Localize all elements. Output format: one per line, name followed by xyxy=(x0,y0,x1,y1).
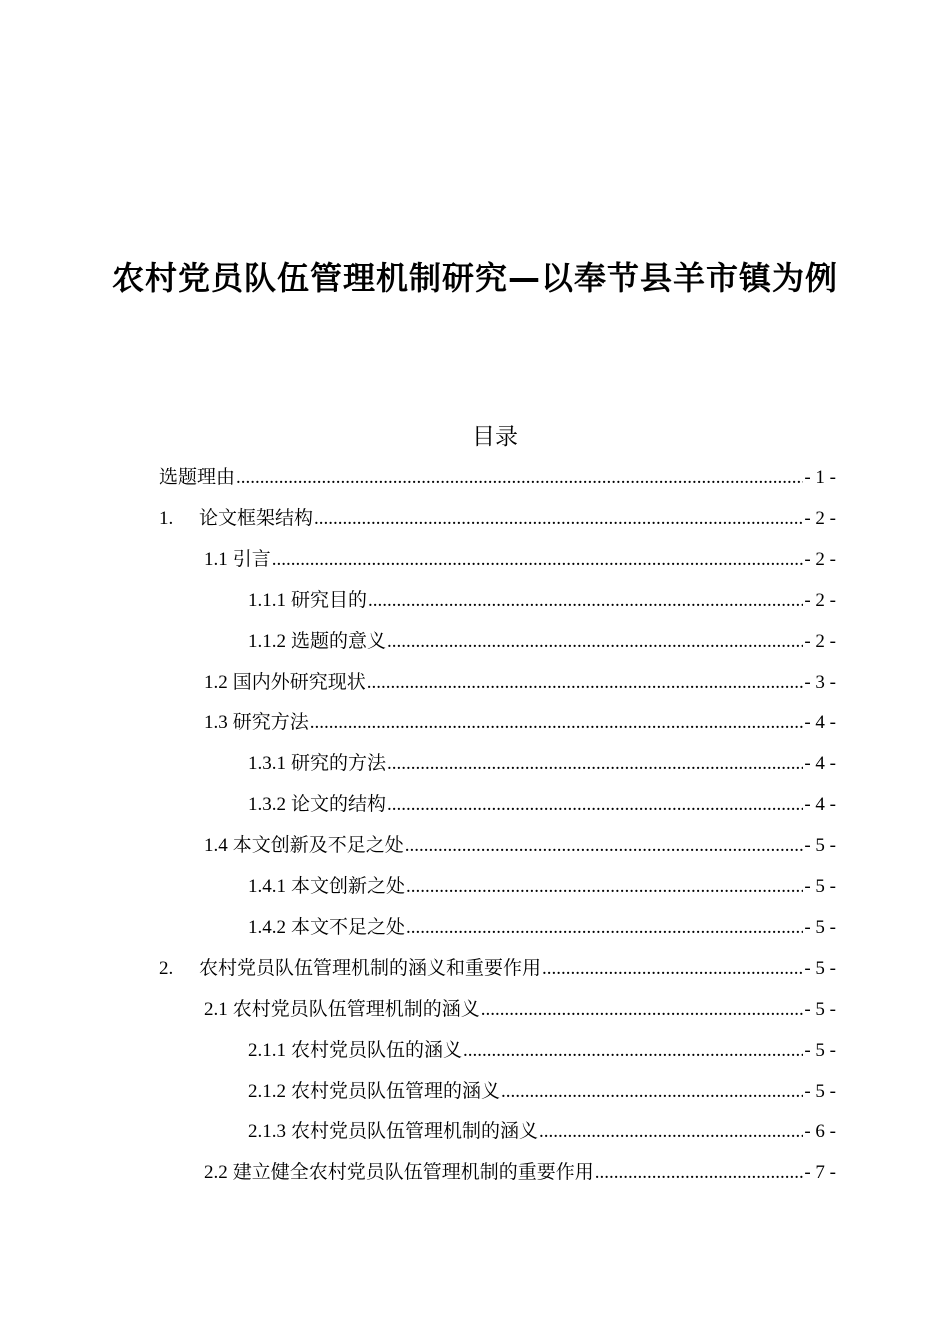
toc-entry[interactable] xyxy=(248,1071,836,1105)
toc-entry-text: 农村党员队伍管理机制的涵义和重要作用 xyxy=(199,957,542,979)
toc-entry[interactable] xyxy=(248,743,836,777)
toc-entry[interactable] xyxy=(159,457,836,491)
toc-dot-leader xyxy=(406,874,803,900)
toc-entry-number: 2.2 xyxy=(204,1162,228,1184)
toc-dot-leader xyxy=(367,670,804,696)
toc-entry[interactable] xyxy=(248,580,836,614)
toc-entry[interactable] xyxy=(159,948,836,982)
toc-dot-leader xyxy=(387,751,803,777)
toc-entry-page: - 2 - xyxy=(804,589,836,611)
toc-entry-text: 论文框架结构 xyxy=(199,507,314,529)
toc-entry[interactable] xyxy=(204,1152,836,1186)
toc-entry-text: 本文创新及不足之处 xyxy=(232,835,404,857)
toc-entry-page: - 3 - xyxy=(804,671,836,693)
toc-entry-number: 1.4.1 xyxy=(248,876,286,897)
toc-entry-number: 2. xyxy=(159,957,174,979)
toc-entry-text: 农村党员队伍管理的涵义 xyxy=(291,1080,501,1102)
toc-entry-text: 农村党员队伍管理机制的涵义 xyxy=(232,998,480,1020)
toc-dot-leader xyxy=(405,833,804,859)
toc-entry-page: - 4 - xyxy=(804,794,836,816)
toc-entry-text: 引言 xyxy=(232,548,271,570)
toc-entry-page: - 5 - xyxy=(804,876,836,897)
toc-entry[interactable] xyxy=(204,662,836,696)
toc-entry-page: - 6 - xyxy=(804,1121,836,1143)
toc-entry-number: 1. xyxy=(159,507,174,529)
toc-entry-number: 1.4.2 xyxy=(248,916,286,938)
toc-entry-text: 研究的方法 xyxy=(291,753,387,775)
toc-entry-number: 1.3 xyxy=(204,712,228,734)
toc-entry-page: - 5 - xyxy=(804,916,836,938)
toc-entry-page: - 5 - xyxy=(804,835,836,857)
toc-entry[interactable] xyxy=(204,702,836,736)
toc-dot-leader xyxy=(387,792,803,818)
toc-entry-text: 本文创新之处 xyxy=(291,876,406,897)
toc-entry-text: 建立健全农村党员队伍管理机制的重要作用 xyxy=(232,1162,594,1184)
toc-entry-text: 国内外研究现状 xyxy=(232,671,366,693)
toc-dot-leader xyxy=(463,1038,803,1064)
toc-entry-page: - 2 - xyxy=(804,630,836,652)
toc-entry[interactable] xyxy=(248,907,836,941)
toc-entry-text: 研究目的 xyxy=(291,589,368,611)
toc-entry[interactable] xyxy=(204,825,836,859)
toc-entry-page: - 2 - xyxy=(804,548,836,570)
toc-dot-leader xyxy=(539,1119,803,1145)
toc-entry[interactable] xyxy=(204,989,836,1023)
toc-dot-leader xyxy=(314,506,803,532)
toc-entry-page: - 2 - xyxy=(804,507,836,529)
toc-entry[interactable] xyxy=(248,621,836,655)
toc-dot-leader xyxy=(368,588,803,614)
toc-entry-number: 1.1.2 xyxy=(248,630,286,652)
toc-entry-number: 1.3.1 xyxy=(248,753,286,775)
toc-entry-page: - 5 - xyxy=(804,1039,836,1061)
toc-entry-page: - 1 - xyxy=(804,467,836,488)
toc-dot-leader xyxy=(387,629,803,655)
toc-entry[interactable] xyxy=(204,539,836,573)
toc-entry-number: 2.1.2 xyxy=(248,1080,286,1102)
toc-entry-page: - 5 - xyxy=(804,957,836,979)
toc-entry[interactable] xyxy=(248,1030,836,1064)
toc-entry-page: - 4 - xyxy=(804,753,836,775)
toc-entry-number: 1.1.1 xyxy=(248,589,286,611)
toc-entry-page: - 5 - xyxy=(804,998,836,1020)
toc-entry-text: 农村党员队伍的涵义 xyxy=(291,1039,463,1061)
toc-heading: 目录 xyxy=(472,424,518,449)
toc-entry[interactable] xyxy=(159,498,836,532)
toc-entry-text: 农村党员队伍管理机制的涵义 xyxy=(291,1121,539,1143)
toc-dot-leader xyxy=(310,710,804,736)
toc-entry-number: 2.1.1 xyxy=(248,1039,286,1061)
toc-entry-number: 1.4 xyxy=(204,835,228,857)
toc-entry-number: 1.1 xyxy=(204,548,228,570)
toc-dot-leader xyxy=(272,547,804,573)
toc-dot-leader xyxy=(595,1160,804,1186)
document-title: 农村党员队伍管理机制研究—以奉节县羊市镇为例 xyxy=(111,259,838,297)
toc-dot-leader xyxy=(481,997,804,1023)
toc-entry-number: 2.1 xyxy=(204,998,228,1020)
toc-entry-page: - 7 - xyxy=(804,1162,836,1184)
toc-entry-text: 选题理由 xyxy=(159,467,236,488)
toc-entry-number: 2.1.3 xyxy=(248,1121,286,1143)
toc-entry-page: - 4 - xyxy=(804,712,836,734)
toc-entry-text: 论文的结构 xyxy=(291,794,387,816)
toc-entry-text: 研究方法 xyxy=(232,712,309,734)
toc-entry-number: 1.2 xyxy=(204,671,228,693)
toc-entry-text: 本文不足之处 xyxy=(291,916,406,938)
toc-entry-number: 1.3.2 xyxy=(248,794,286,816)
toc-entry[interactable] xyxy=(248,1111,836,1145)
toc-dot-leader xyxy=(406,915,803,941)
toc-entry-page: - 5 - xyxy=(804,1080,836,1102)
toc-dot-leader xyxy=(542,956,803,982)
toc-dot-leader xyxy=(501,1079,803,1105)
toc-entry[interactable] xyxy=(248,784,836,818)
toc-entry[interactable] xyxy=(248,866,836,900)
toc-entry-text: 选题的意义 xyxy=(291,630,387,652)
toc-dot-leader xyxy=(236,465,803,491)
